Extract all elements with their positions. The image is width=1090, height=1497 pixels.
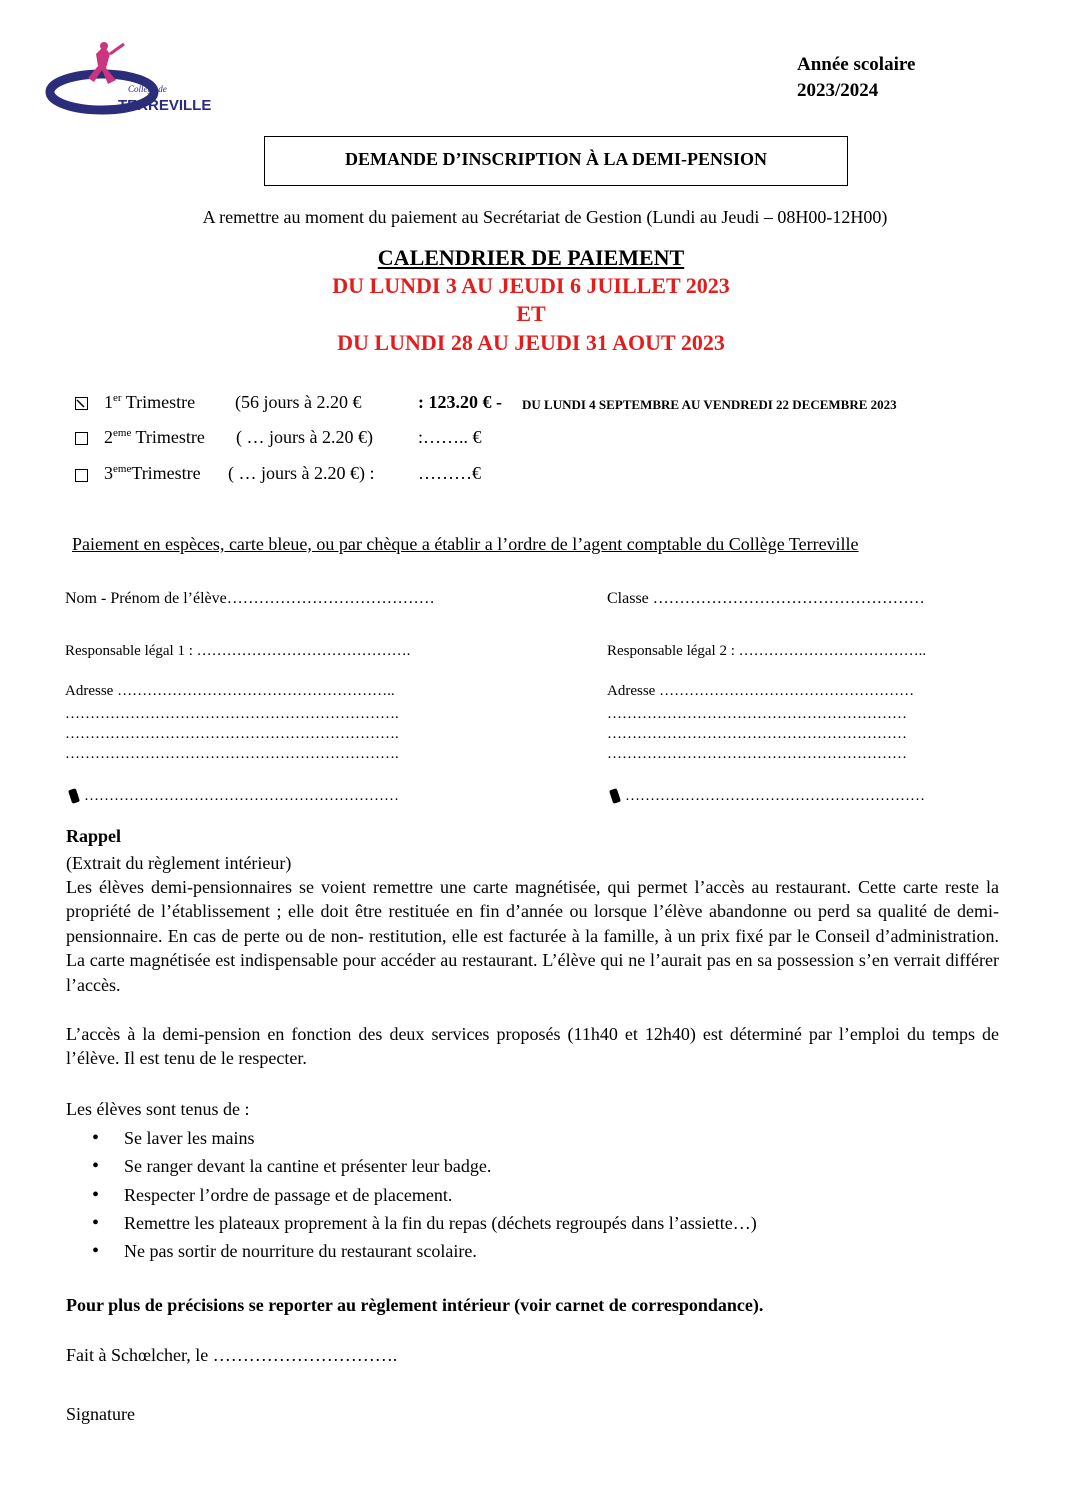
logo-text-bottom: TERREVILLE [118,97,212,114]
trimester-2-checkbox[interactable] [75,432,88,445]
college-logo [44,40,212,124]
guardian-2-field[interactable]: Responsable légal 2 : ……………………………….. [607,643,927,659]
rappel-paragraph-2: L’accès à la demi-pension en fonction des deux services proposés (11h40 et 12h40) est déterminé par l’emploi du temps de l’élève. Il est tenu de le respecter. [66,1024,999,1069]
trimester-1-amount: : 123.20 € - [418,392,502,412]
trimester-1-period: DU LUNDI 4 SEPTEMBRE AU VENDREDI 22 DECEMBRE 2023 [522,397,897,412]
address-right-line-2[interactable]: …………………………………………………… [607,706,907,722]
year-value: 2023/2024 [797,80,879,101]
calendar-line-3: DU LUNDI 28 AU JEUDI 31 AOUT 2023 [337,330,725,355]
trimester-1-detail: (56 jours à 2.20 € [235,392,362,412]
address-left-line-3[interactable]: …………………………………………………………. [65,726,399,742]
calendar-line-1: DU LUNDI 3 AU JEUDI 6 JUILLET 2023 [332,273,730,298]
guardian-1-field[interactable]: Responsable légal 1 : ……………………………………. [65,643,411,659]
calendar-heading: CALENDRIER DE PAIEMENT [377,245,685,270]
rules-intro: Les élèves sont tenus de : [66,1099,250,1119]
trimester-2-amount: :…….. € [418,427,482,447]
school-year [797,52,915,104]
trimester-2-detail: ( … jours à 2.20 €) [236,427,373,447]
rappel-subheading: (Extrait du règlement intérieur) [66,853,292,873]
fait-a-field[interactable]: Fait à Schœlcher, le …………………………. [66,1345,398,1365]
list-item: • Respecter l’ordre de passage et de placement. [92,1181,757,1209]
trimester-3-checkbox[interactable] [75,469,88,482]
calendar-line-2: ET [516,301,546,326]
address-right-field[interactable]: Adresse …………………………………………… [607,683,915,699]
precisions-note: Pour plus de précisions se reporter au règlement intérieur (voir carnet de correspondance). [66,1295,764,1315]
trimester-3-amount: ………€ [418,463,481,483]
phone-left-field[interactable]: ……………………………………………………… [84,788,399,804]
address-right-line-4[interactable]: …………………………………………………… [607,746,907,762]
signature-label: Signature [66,1404,135,1424]
logo-text-top: Collège de [128,84,167,94]
class-field[interactable]: Classe …………………………………………… [607,590,925,607]
list-item: • Se ranger devant la cantine et présenter leur badge. [92,1152,757,1180]
list-item: • Ne pas sortir de nourriture du restaurant scolaire. [92,1237,757,1265]
instruction-text: A remettre au moment du paiement au Secrétariat de Gestion (Lundi au Jeudi – 08H00-12H00) [202,207,888,227]
phone-icon [609,788,621,804]
payment-note: Paiement en espèces, carte bleue, ou par chèque a établir a l’ordre de l’agent comptable du Collège Terreville [72,534,859,554]
address-right-line-3[interactable]: …………………………………………………… [607,726,907,742]
year-label: Année scolaire [797,54,916,75]
address-left-line-4[interactable]: …………………………………………………………. [65,746,399,762]
rappel-heading: Rappel [66,826,122,846]
trimester-3-detail: ( … jours à 2.20 €) : [228,463,375,483]
list-item: • Remettre les plateaux proprement à la fin du repas (déchets regroupés dans l’assiette…) [92,1209,757,1237]
trimester-2: 2eme Trimestre [104,427,205,447]
trimester-3: 3emeTrimestre [104,463,201,483]
page-title: DEMANDE D’INSCRIPTION À LA DEMI-PENSION [264,136,848,186]
address-left-field[interactable]: Adresse ……………………………………………….. [65,683,395,699]
phone-right-field[interactable]: …………………………………………………… [625,788,925,804]
rappel-paragraph-1: Les élèves demi-pensionnaires se voient remettre une carte magnétisée, qui permet l’accès au restaurant. Cette carte reste la propriété de l’établissement ; elle doit être restituée en fin d’année ou lorsque l’élève abandonne ou perd sa qualité de demi-pensionnaire. En cas de perte ou de non- restitution, elle est facturée à la famille, à un prix fixé par le Conseil d’administration. La carte magnétisée est indispensable pour accéder au restaurant. L’élève qui ne l’aurait pas en sa possession s’en verrait différer l’accès. [66,877,999,995]
phone-icon [68,788,80,804]
address-left-line-2[interactable]: …………………………………………………………. [65,706,399,722]
trimester-1-checkbox[interactable] [75,397,88,410]
list-item: • Se laver les mains [92,1124,757,1152]
trimester-1: 1er Trimestre [104,392,196,412]
rules-list [92,1124,757,1265]
student-name-field[interactable]: Nom - Prénom de l’élève………………………………… [65,590,435,607]
